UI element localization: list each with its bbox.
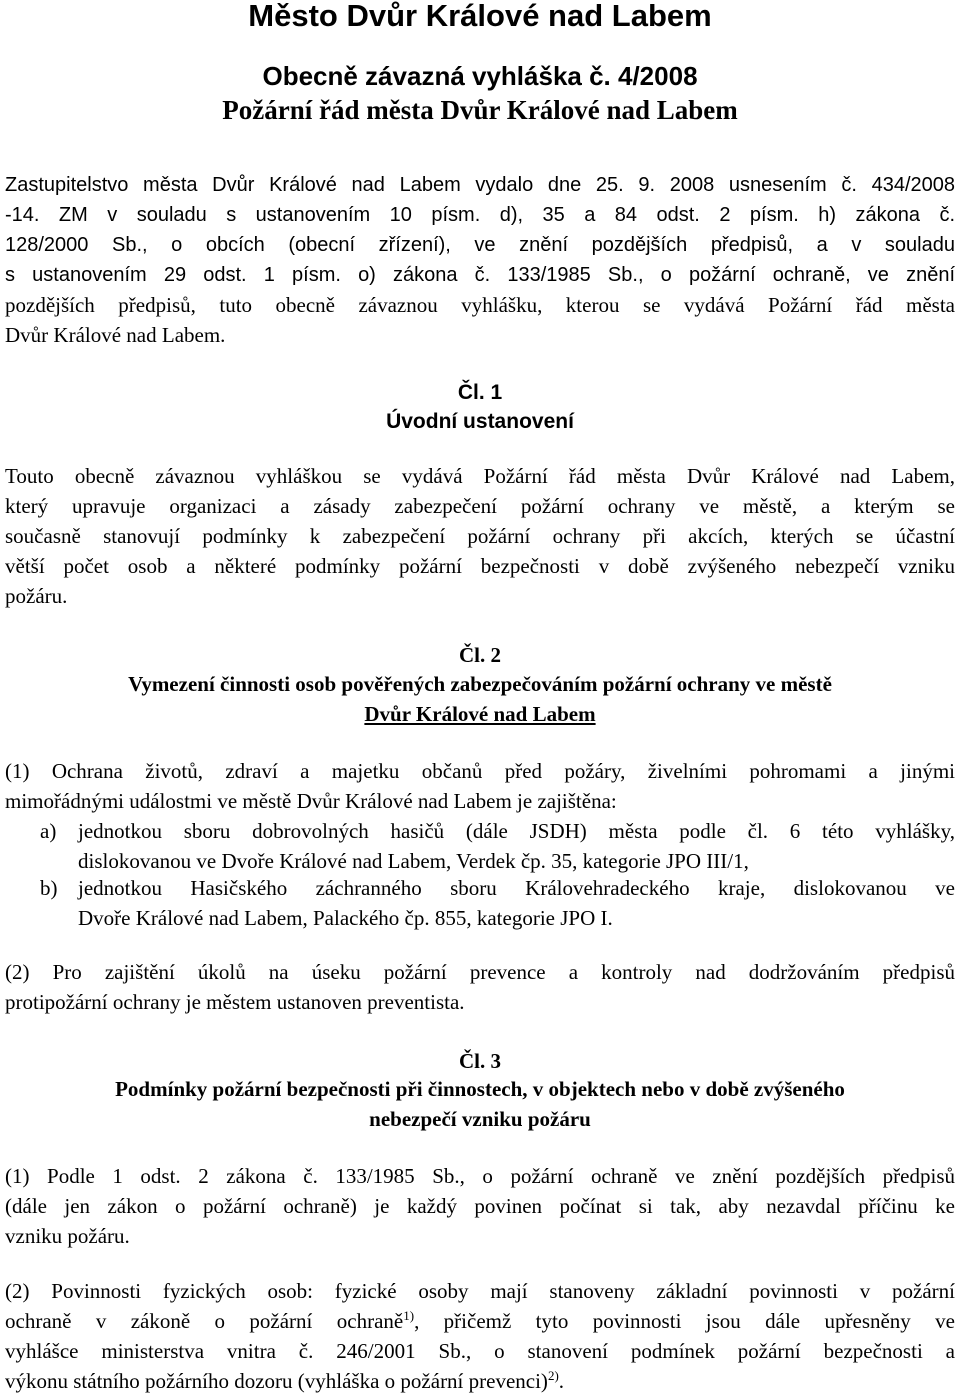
- article-2-title-line2: Dvůr Králové nad Labem: [364, 702, 596, 726]
- footnote-ref-1: 1): [403, 1308, 415, 1323]
- list-item-text: [78, 816, 955, 876]
- list-item-line: dislokovanou ve Dvoře Králové nad Labem, Verdek čp. 35, kategorie JPO III/1,: [78, 849, 749, 873]
- list-item-b: [40, 873, 955, 933]
- art1-line: požáru.: [5, 584, 68, 608]
- article-3-paragraph-1: [5, 1161, 955, 1251]
- art3-p2-line: [5, 1306, 955, 1336]
- article-3-paragraph-2: [5, 1276, 955, 1396]
- art3-p2-text: ochraně v zákoně o požární ochraně: [5, 1309, 404, 1333]
- footnote-ref-2: 2): [547, 1368, 559, 1383]
- list-item-label: a): [40, 819, 57, 843]
- art1-line: který upravuje organizaci a zásady zabezpečení požární ochrany ve městě, a kterým se: [5, 494, 955, 518]
- article-2-paragraph-1: [5, 756, 955, 816]
- article-2-paragraph-2: [5, 957, 955, 1017]
- intro-line: s ustanovením 29 odst. 1 písm. o) zákona č. 133/1985 Sb., o požární ochraně, ve znění: [5, 264, 955, 286]
- list-item-line: Dvoře Králové nad Labem, Palackého čp. 855, kategorie JPO I.: [78, 906, 613, 930]
- intro-line: Dvůr Králové nad Labem.: [5, 323, 226, 347]
- list-item-a: [40, 816, 955, 876]
- art3-p2-line: vyhlášce ministerstva vnitra č. 246/2001 Sb., o stanovení podmínek požární bezpečnosti a: [5, 1339, 955, 1363]
- article-3-number: Čl. 3: [459, 1049, 501, 1073]
- list-item-line: jednotkou sboru dobrovolných hasičů (dále JSDH) města podle čl. 6 této vyhlášky,: [78, 819, 955, 843]
- intro-line: Zastupitelstvo města Dvůr Králové nad Labem vydalo dne 25. 9. 2008 usnesením č. 434/2008: [5, 174, 955, 196]
- article-3-title-line2: nebezpečí vzniku požáru: [369, 1107, 591, 1131]
- article-2-number: Čl. 2: [459, 643, 501, 667]
- art3-p2-line: (2) Povinnosti fyzických osob: fyzické osoby mají stanoveny základní povinnosti v požární: [5, 1279, 955, 1303]
- document-title: Město Dvůr Králové nad Labem: [248, 0, 712, 33]
- decree-number: Obecně závazná vyhláška č. 4/2008: [262, 61, 698, 91]
- art2-p1-line: (1) Ochrana životů, zdraví a majetku občanů před požáry, živelními pohromami a jinými: [5, 759, 955, 783]
- intro-line: -14. ZM v souladu s ustanovením 10 písm. d), 35 a 84 odst. 2 písm. h) zákona č.: [5, 204, 955, 226]
- art1-line: současně stanovují podmínky k zabezpečení požární ochrany při akcích, kterých se účastní: [5, 524, 955, 548]
- article-1-paragraph: [5, 461, 955, 611]
- art3-p1-line: vzniku požáru.: [5, 1224, 130, 1248]
- art1-line: Touto obecně závaznou vyhláškou se vydává Požární řád města Dvůr Králové nad Labem,: [5, 464, 955, 488]
- art3-p1-line: (dále jen zákon o požární ochraně) je každý povinen počínat si tak, aby nezavdal příčinu ke: [5, 1194, 955, 1218]
- article-1-title: Úvodní ustanovení: [386, 410, 574, 433]
- list-item-line: jednotkou Hasičského záchranného sboru Královehradeckého kraje, dislokovanou ve: [78, 876, 955, 900]
- art2-p2-line: protipožární ochrany je městem ustanoven preventista.: [5, 990, 465, 1014]
- art2-p2-line: (2) Pro zajištění úkolů na úseku požární prevence a kontroly nad dodržováním předpisů: [5, 960, 955, 984]
- art3-p2-text: .: [558, 1369, 565, 1393]
- article-3-title-line1: Podmínky požární bezpečnosti při činnostech, v objektech nebo v době zvýšeného: [115, 1077, 845, 1101]
- art3-p2-text: , přičemž tyto povinnosti jsou dále upřesněny ve: [414, 1309, 955, 1333]
- decree-title: Požární řád města Dvůr Králové nad Labem: [222, 95, 738, 125]
- list-item-text: [78, 873, 955, 933]
- list-item-label: b): [40, 876, 58, 900]
- art1-line: větší počet osob a některé podmínky požární bezpečnosti v době zvýšeného nebezpečí vzniku: [5, 554, 955, 578]
- article-2-title-wrap: [0, 699, 960, 729]
- intro-paragraph: [5, 170, 955, 350]
- intro-line: pozdějších předpisů, tuto obecně závaznou vyhlášku, kterou se vydává Požární řád města: [5, 293, 955, 317]
- article-1-number: Čl. 1: [457, 381, 503, 404]
- art3-p1-line: (1) Podle 1 odst. 2 zákona č. 133/1985 Sb., o požární ochraně ve znění pozdějších předpisů: [5, 1164, 955, 1188]
- article-2-title-line1: Vymezení činnosti osob pověřených zabezpečováním požární ochrany ve městě: [128, 672, 832, 696]
- art2-p1-line: mimořádnými událostmi ve městě Dvůr Králové nad Labem je zajištěna:: [5, 789, 617, 813]
- intro-line: 128/2000 Sb., o obcích (obecní zřízení), ve znění pozdějších předpisů, a v souladu: [5, 234, 955, 256]
- art3-p2-text: výkonu státního požárního dozoru (vyhláška o požární prevenci): [5, 1369, 548, 1393]
